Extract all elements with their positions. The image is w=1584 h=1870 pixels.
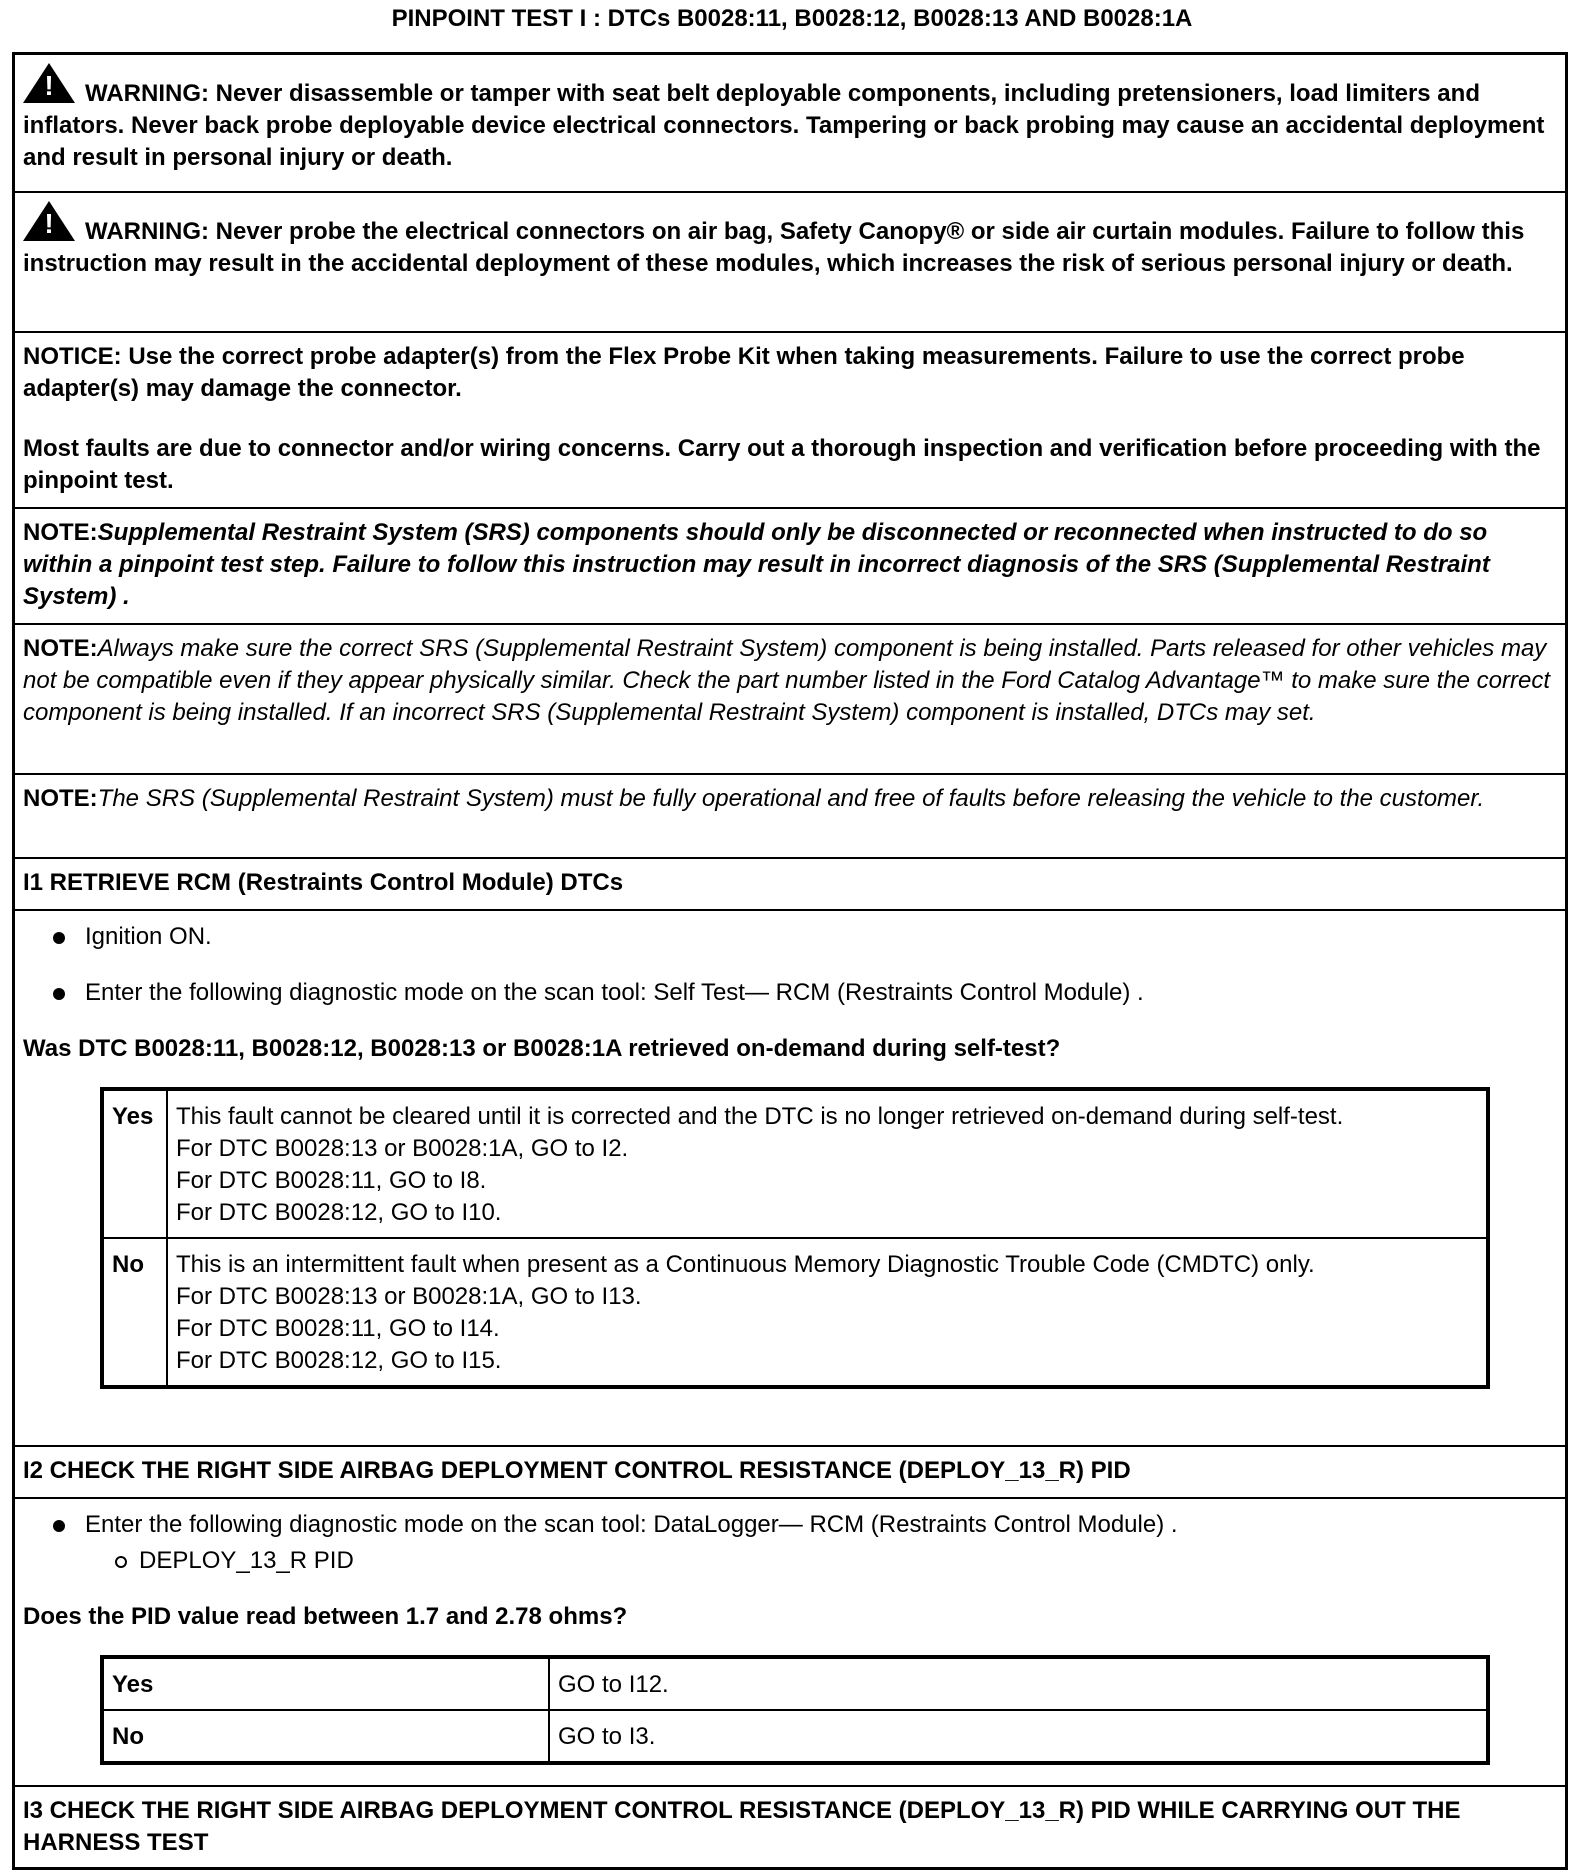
answer-line: For DTC B0028:12, GO to I15. — [176, 1347, 502, 1374]
sub-bullet-item: DEPLOY_13_R PID — [115, 1545, 1557, 1577]
answer-yes-label: Yes — [102, 1089, 167, 1238]
warning-label: WARNING: — [85, 218, 209, 245]
step-i1-question: Was DTC B0028:11, B0028:12, B0028:13 or B0028:1A retrieved on-demand during self-test? — [23, 1035, 1061, 1062]
step-heading: I3 CHECK THE RIGHT SIDE AIRBAG DEPLOYMENT CONTROL RESISTANCE (DEPLOY_13_R) PID WHILE CARRYING OUT THE HARNESS TEST — [23, 1797, 1461, 1856]
step-i1-answer-table — [100, 1087, 1490, 1389]
step-i3-heading — [15, 1787, 1565, 1867]
warning-label: WARNING: — [85, 80, 209, 107]
warning-text: Never disassemble or tamper with seat belt deployable components, including pretensioners, load limiters and inflators. Never back probe deployable device electrical connectors. Tampering or back probing may cause an accidental deployment and result in personal injury or death. — [23, 80, 1545, 171]
pinpoint-test-frame — [12, 52, 1568, 1870]
note-text: Supplemental Restraint System (SRS) components should only be disconnected or reconnected when instructed to do so within a pinpoint test step. Failure to follow this instruction may result in incorrect diagnosis of the SRS (Supplemental Restraint System) . — [23, 519, 1490, 610]
step-i1-bullets — [23, 921, 1557, 1009]
answer-yes-text — [167, 1089, 1488, 1238]
note-srs-operational — [15, 775, 1565, 859]
answer-no-text — [167, 1238, 1488, 1387]
answer-line: For DTC B0028:12, GO to I10. — [176, 1199, 502, 1226]
bullet-text: Enter the following diagnostic mode on the scan tool: DataLogger— RCM (Restraints Control Module) . — [85, 1511, 1178, 1538]
note-srs-disconnect — [15, 509, 1565, 625]
step-i2-body — [15, 1499, 1565, 1787]
warning-text: Never probe the electrical connectors on air bag, Safety Canopy® or side air curtain modules. Failure to follow this instruction may result in the accidental deployment of these modules, which increases the risk of serious personal injury or death. — [23, 218, 1525, 277]
note-srs-component — [15, 625, 1565, 775]
step-i2-bullets — [23, 1509, 1557, 1577]
step-i2-answer-table — [100, 1655, 1490, 1765]
answer-line: This fault cannot be cleared until it is corrected and the DTC is no longer retrieved on-demand during self-test. — [176, 1103, 1344, 1130]
note-text: The SRS (Supplemental Restraint System) must be fully operational and free of faults before releasing the vehicle to the customer. — [97, 785, 1485, 812]
answer-no-label: No — [102, 1710, 549, 1763]
bullet-item — [53, 1509, 1557, 1577]
answer-row-yes — [102, 1657, 1488, 1710]
warning-seat-belt — [15, 55, 1565, 193]
sub-bullets — [85, 1545, 1557, 1577]
answer-line: For DTC B0028:13 or B0028:1A, GO to I13. — [176, 1283, 642, 1310]
answer-line: For DTC B0028:11, GO to I8. — [176, 1167, 487, 1194]
step-i2-question: Does the PID value read between 1.7 and 2.78 ohms? — [23, 1603, 628, 1630]
note-label: NOTE: — [23, 635, 98, 662]
answer-yes-label: Yes — [102, 1657, 549, 1710]
warning-triangle-icon: ! — [23, 63, 75, 103]
warning-triangle-icon: ! — [23, 201, 75, 241]
notice-followup: Most faults are due to connector and/or wiring concerns. Carry out a thorough inspection and verification before proceeding with the pinpoint test. — [23, 435, 1541, 494]
step-i1-heading — [15, 859, 1565, 911]
notice-block — [15, 333, 1565, 509]
answer-row-no — [102, 1238, 1488, 1387]
answer-row-no — [102, 1710, 1488, 1763]
note-label: NOTE: — [23, 519, 98, 546]
note-label: NOTE: — [23, 785, 98, 812]
step-heading: I2 CHECK THE RIGHT SIDE AIRBAG DEPLOYMENT CONTROL RESISTANCE (DEPLOY_13_R) PID — [23, 1457, 1131, 1484]
bullet-item: Ignition ON. — [53, 921, 1557, 953]
answer-line: For DTC B0028:11, GO to I14. — [176, 1315, 500, 1342]
answer-no-label: No — [102, 1238, 167, 1387]
page-title: PINPOINT TEST I : DTCs B0028:11, B0028:12, B0028:13 AND B0028:1A — [391, 5, 1193, 32]
note-text: Always make sure the correct SRS (Supplemental Restraint System) component is being installed. Parts released for other vehicles may not be compatible even if they appear physically similar. Check the part number listed in the Ford Catalog Advantage™ to make sure the correct component is being installed. If an incorrect SRS (Supplemental Restraint System) component is installed, DTCs may set. — [23, 635, 1550, 726]
step-i2-heading — [15, 1447, 1565, 1499]
answer-no-text: GO to I3. — [549, 1710, 1488, 1763]
warning-air-bag — [15, 193, 1565, 333]
answer-line: For DTC B0028:13 or B0028:1A, GO to I2. — [176, 1135, 629, 1162]
answer-row-yes — [102, 1089, 1488, 1238]
notice-text: NOTICE: Use the correct probe adapter(s) from the Flex Probe Kit when taking measurements. Failure to use the correct probe adapter(s) may damage the connector. — [23, 343, 1465, 402]
bullet-item: Enter the following diagnostic mode on the scan tool: Self Test— RCM (Restraints Control Module) . — [53, 977, 1557, 1009]
step-heading: I1 RETRIEVE RCM (Restraints Control Module) DTCs — [23, 869, 624, 896]
answer-line: This is an intermittent fault when present as a Continuous Memory Diagnostic Trouble Code (CMDTC) only. — [176, 1251, 1315, 1278]
answer-yes-text: GO to I12. — [549, 1657, 1488, 1710]
step-i1-body — [15, 911, 1565, 1447]
